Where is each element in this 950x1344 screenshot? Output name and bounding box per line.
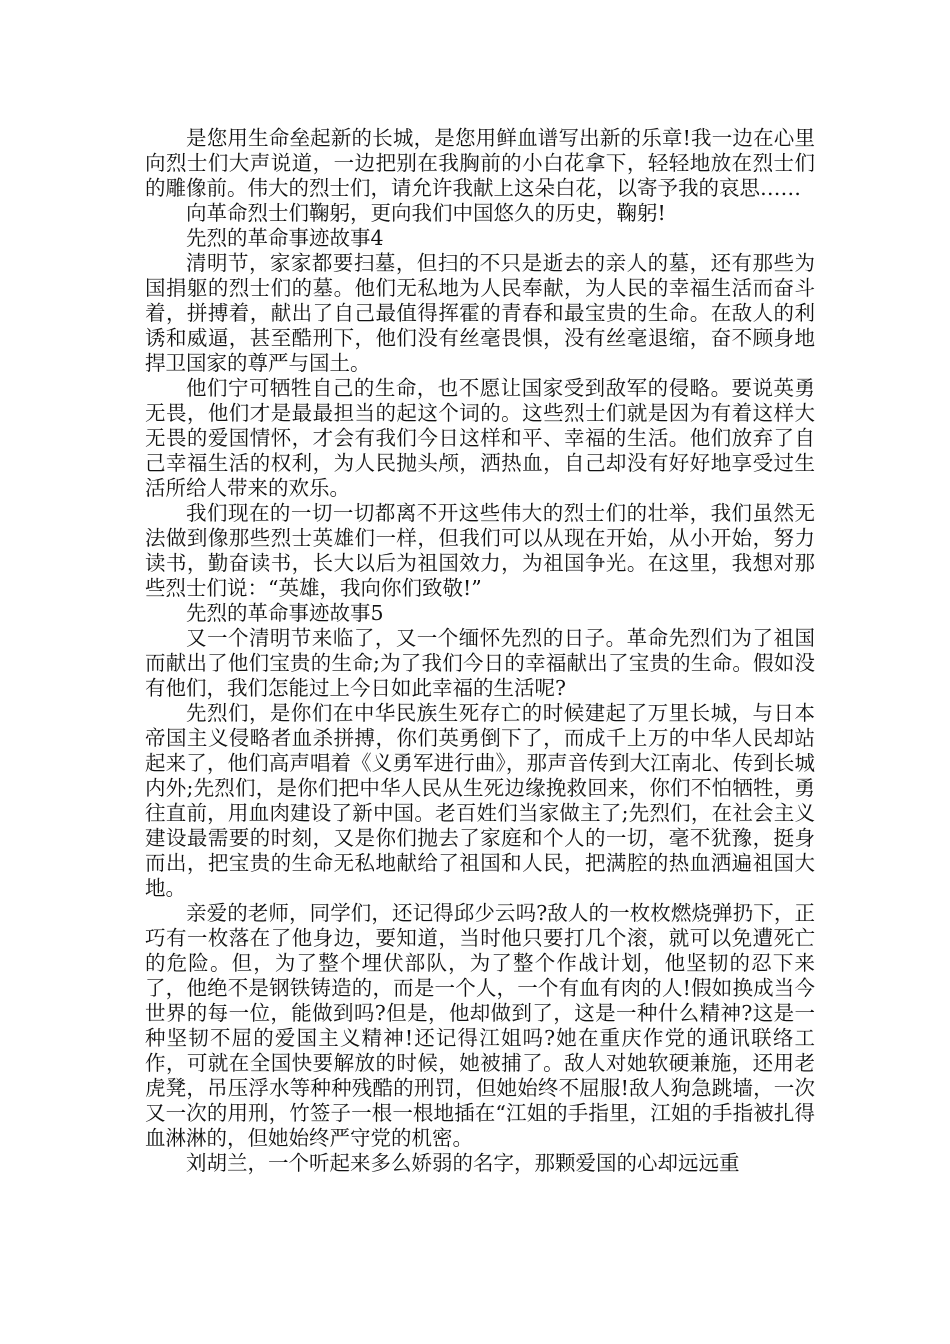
paragraph: 他们宁可牺牲自己的生命，也不愿让国家受到敌军的侵略。要说英勇无畏，他们才是最最担当的起这个词的。这些烈士们就是因为有着这样大无畏的爱国情怀，才会有我们今日这样和平、幸福的生活。他们放弃了自己幸福生活的权利，为人民抛头颅，洒热血，自己却没有好好地享受过生活所给人带来的欢乐。 — [145, 376, 815, 500]
section-heading: 先烈的革命事迹故事5 — [186, 601, 384, 625]
paragraph: 向革命烈士们鞠躬，更向我们中国悠久的历史，鞠躬! — [186, 201, 666, 225]
paragraph: 是您用生命垒起新的长城，是您用鲜血谱写出新的乐章!我一边在心里向烈士们大声说道，一边把别在我胸前的小白花拿下，轻轻地放在烈士们的雕像前。伟大的烈士们，请允许我献上这朵白花，以寄予我的哀思…… — [145, 126, 815, 200]
paragraph: 先烈们，是你们在中华民族生死存亡的时候建起了万里长城，与日本帝国主义侵略者血杀拼搏，你们英勇倒下了，而成千上万的中华人民却站起来了，他们高声唱着《义勇军进行曲》，那声音传到大江南北、传到长城内外;先烈们，是你们把中华人民从生死边缘挽救回来，你们不怕牺牲，勇往直前，用血肉建设了新中国。老百姓们当家做主了;先烈们，在社会主义建设最需要的时刻，又是你们抛去了家庭和个人的一切，毫不犹豫，挺身而出，把宝贵的生命无私地献给了祖国和人民，把满腔的热血洒遍祖国大地。 — [145, 701, 815, 900]
paragraph: 刘胡兰，一个听起来多么娇弱的名字，那颗爱国的心却远远重 — [186, 1151, 740, 1175]
paragraph: 清明节，家家都要扫墓，但扫的不只是逝去的亲人的墓，还有那些为国捐躯的烈士们的墓。他们无私地为人民奉献，为人民的幸福生活而奋斗着，拼搏着，献出了自己最值得挥霍的青春和最宝贵的生命。在敌人的利诱和威逼，甚至酷刑下，他们没有丝毫畏惧，没有丝毫退缩，奋不顾身地捍卫国家的尊严与国土。 — [145, 251, 815, 375]
paragraph: 亲爱的老师，同学们，还记得邱少云吗?敌人的一枚枚燃烧弹扔下，正巧有一枚落在了他身边，要知道，当时他只要打几个滚，就可以免遭死亡的危险。但，为了整个埋伏部队，为了整个作战计划，他坚韧的忍下来了，他绝不是钢铁铸造的，而是一个人，一个有血有肉的人!假如换成当今世界的每一位，能做到吗?但是，他却做到了，这是一种什么精神?这是一种坚韧不屈的爱国主义精神!还记得江姐吗?她在重庆作党的通讯联络工作，可就在全国快要解放的时候，她被捕了。敌人对她软硬兼施，还用老虎凳，吊压浮水等种种残酷的刑罚，但她始终不屈服!敌人狗急跳墙，一次又一次的用刑，竹签子一根一根地插在“江姐的手指里，江姐的手指被扎得血淋淋的，但她始终严守党的机密。 — [145, 901, 815, 1150]
paragraph: 又一个清明节来临了，又一个缅怀先烈的日子。革命先烈们为了祖国而献出了他们宝贵的生命;为了我们今日的幸福献出了宝贵的生命。假如没有他们，我们怎能过上今日如此幸福的生活呢? — [145, 626, 815, 700]
section-heading: 先烈的革命事迹故事4 — [186, 226, 384, 250]
document-body — [145, 126, 815, 1176]
paragraph: 我们现在的一切一切都离不开这些伟大的烈士们的壮举，我们虽然无法做到像那些烈士英雄们一样，但我们可以从现在开始，从小开始，努力读书，勤奋读书，长大以后为祖国效力，为祖国争光。在这里，我想对那些烈士们说：“英雄，我向你们致敬!” — [145, 501, 815, 600]
